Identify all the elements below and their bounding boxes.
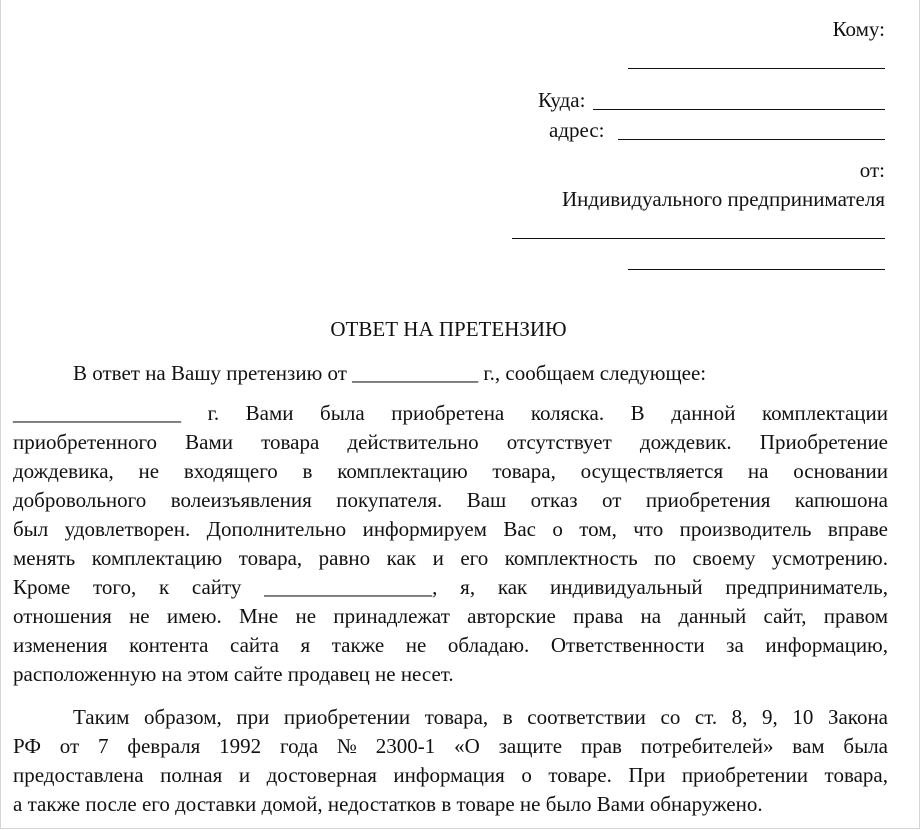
paragraph-line: изменения контента сайта я также не обладаю. Ответственности за информацию, [13, 633, 888, 657]
from-label: от: [859, 158, 885, 182]
paragraph-line: а также после его доставки домой, недостатков в товаре не было Вами обнаружено. [13, 792, 763, 816]
paragraph-line: Таким образом, при приобретении товара, в соответствии со ст. 8, 9, 10 Закона [73, 705, 889, 729]
where-blank-line [593, 109, 885, 110]
from-blank-line-1 [512, 238, 885, 239]
paragraph-line: был удовлетворен. Дополнительно информируем Вас о том, что производитель вправе [13, 517, 888, 541]
where-label: Куда: [538, 88, 586, 112]
from-blank-line-2 [628, 269, 885, 270]
paragraph-line: дождевика, не входящего в комплектацию товара, осуществляется на основании [13, 459, 888, 483]
address-label: адрес: [549, 118, 605, 142]
paragraph-line: добровольного волеизъявления покупателя. Ваш отказ от приобретения капюшона [13, 488, 889, 512]
address-blank-line [618, 139, 885, 140]
paragraph-line: ________________ г. Вами была приобретена коляска. В данной комплектации [13, 401, 888, 425]
paragraph-line: менять комплектацию товара, равно как и его комплектность по своему усмотрению. [13, 546, 888, 570]
to-label: Кому: [832, 17, 885, 41]
paragraph-line: расположенную на этом сайте продавец не несет. [13, 662, 454, 686]
paragraph-line: Кроме того, к сайту ________________, я, как индивидуальный предприниматель, [13, 575, 888, 599]
paragraph-line: предоставлена полная и достоверная информация о товаре. При приобретении товара, [13, 763, 888, 787]
document-title: ОТВЕТ НА ПРЕТЕНЗИЮ [330, 317, 567, 341]
from-name: Индивидуального предпринимателя [561, 187, 885, 211]
paragraph-line: отношения не имею. Мне не принадлежат авторские права на данный сайт, правом [13, 604, 888, 628]
paragraph-line: РФ от 7 февраля 1992 года № 2300-1 «О защите прав потребителей» вам была [13, 734, 888, 758]
to-blank-line [628, 68, 885, 69]
intro-line: В ответ на Вашу претензию от ____________ г., сообщаем следующее: [73, 361, 707, 385]
paragraph-line: приобретенного Вами товара действительно отсутствует дождевик. Приобретение [13, 430, 888, 454]
